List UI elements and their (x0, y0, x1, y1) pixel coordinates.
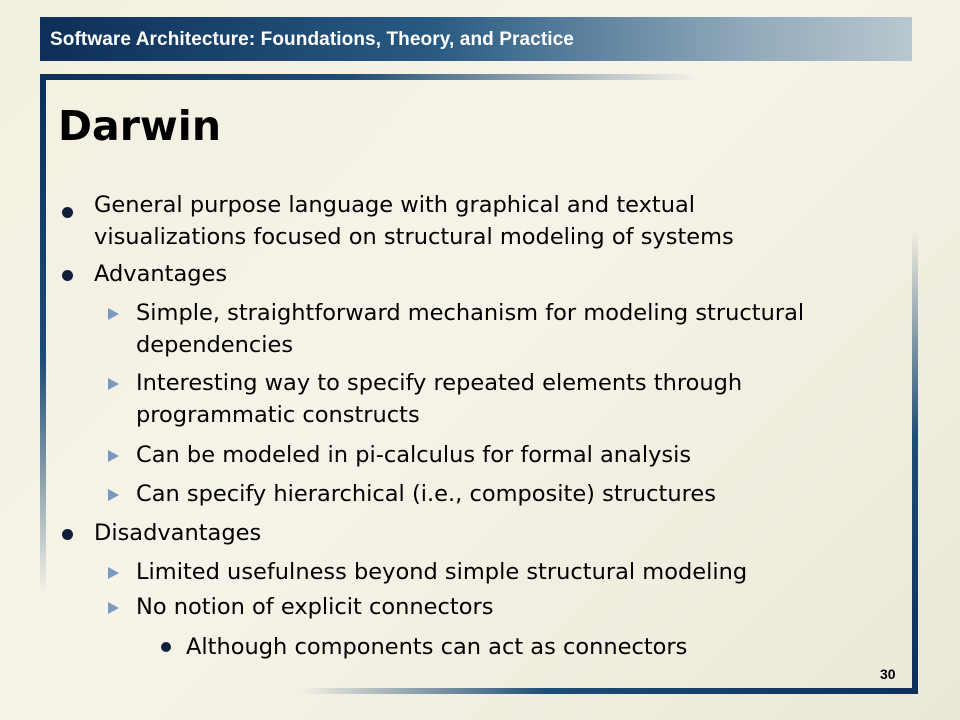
sub-bullet-text: Simple, straightforward mechanism for modeling structural (136, 300, 805, 326)
sub-bullet-text: dependencies (136, 332, 294, 358)
sub-bullet-text: programmatic constructs (136, 402, 420, 428)
sub-bullet-triangle-icon (108, 450, 119, 462)
bullet-dot-icon (62, 207, 73, 218)
sub-bullet-text: Limited usefulness beyond simple structural modeling (136, 559, 748, 585)
sub-bullet-triangle-icon (108, 378, 119, 390)
sub-bullet-triangle-icon (108, 602, 119, 614)
slide-title: Darwin (58, 102, 222, 150)
sub-bullet-triangle-icon (108, 567, 119, 579)
frame-border-right (912, 230, 918, 694)
sub-bullet-text: Can specify hierarchical (i.e., composite) structures (136, 481, 716, 507)
bullet-heading-disadvantages: Disadvantages (94, 520, 262, 546)
frame-border-left (40, 74, 46, 594)
course-title: Software Architecture: Foundations, Theory, and Practice (50, 29, 574, 50)
bullet-heading-advantages: Advantages (94, 261, 228, 287)
bullet-dot-icon (161, 642, 171, 652)
sub-bullet-triangle-icon (108, 489, 119, 501)
bullet-dot-icon (62, 270, 73, 281)
sub-bullet-triangle-icon (108, 308, 119, 320)
page-number: 30 (880, 666, 896, 682)
bullet-text: General purpose language with graphical and textual (94, 192, 696, 218)
sub-bullet-text: Can be modeled in pi-calculus for formal analysis (136, 442, 692, 468)
sub-bullet-text: No notion of explicit connectors (136, 594, 494, 620)
sub-sub-bullet-text: Although components can act as connectors (186, 634, 688, 660)
bullet-dot-icon (62, 529, 73, 540)
bullet-text: visualizations focused on structural modeling of systems (94, 224, 734, 250)
frame-border-bottom (300, 688, 918, 694)
frame-border-top (40, 74, 918, 80)
sub-bullet-text: Interesting way to specify repeated elements through (136, 370, 743, 396)
